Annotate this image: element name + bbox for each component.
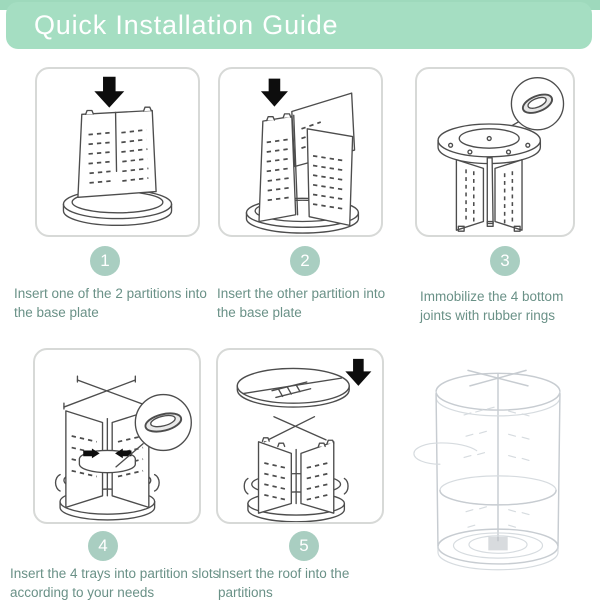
step4-illustration-trays-into-slots: [35, 350, 199, 522]
step3-number-badge: [490, 246, 520, 276]
step5-panel: [216, 348, 384, 524]
down-arrow-icon: [345, 359, 371, 386]
step1-caption: Insert one of the 2 partitions into the base plate: [14, 286, 207, 321]
down-arrow-icon: [261, 79, 288, 107]
header-band: [6, 2, 592, 49]
step1-illustration-partition-into-base: [37, 69, 198, 235]
step3-panel: [415, 67, 575, 237]
rotating-organizer-illustration: [408, 344, 588, 600]
step3-illustration-rubber-rings: [417, 69, 573, 235]
step1-number-badge: [90, 246, 120, 276]
step3-caption: Immobilize the 4 bottom joints with rubber rings: [420, 289, 564, 324]
step2-number: 2: [300, 251, 310, 270]
finished-product-image: [408, 344, 588, 600]
page-title: Quick Installation Guide: [34, 10, 339, 40]
step2-caption: Insert the other partition into the base plate: [217, 286, 386, 321]
step5-number: 5: [299, 536, 309, 555]
step4-number: 4: [98, 536, 108, 555]
step2-number-badge: [290, 246, 320, 276]
step5-caption: Insert the roof into the partitions: [218, 566, 350, 601]
step1-panel: [35, 67, 200, 237]
step5-number-badge: [289, 531, 319, 561]
down-arrow-icon: [94, 77, 124, 108]
step2-illustration-second-partition: [220, 69, 381, 235]
turntable-base-label: [488, 537, 507, 551]
step4-number-badge: [88, 531, 118, 561]
step1-number: 1: [100, 251, 110, 270]
step4-panel: [33, 348, 201, 524]
step5-illustration-roof: [218, 350, 382, 522]
step3-number: 3: [500, 251, 510, 270]
step2-panel: [218, 67, 383, 237]
step4-caption: Insert the 4 trays into partition slots according to your needs: [10, 566, 220, 601]
